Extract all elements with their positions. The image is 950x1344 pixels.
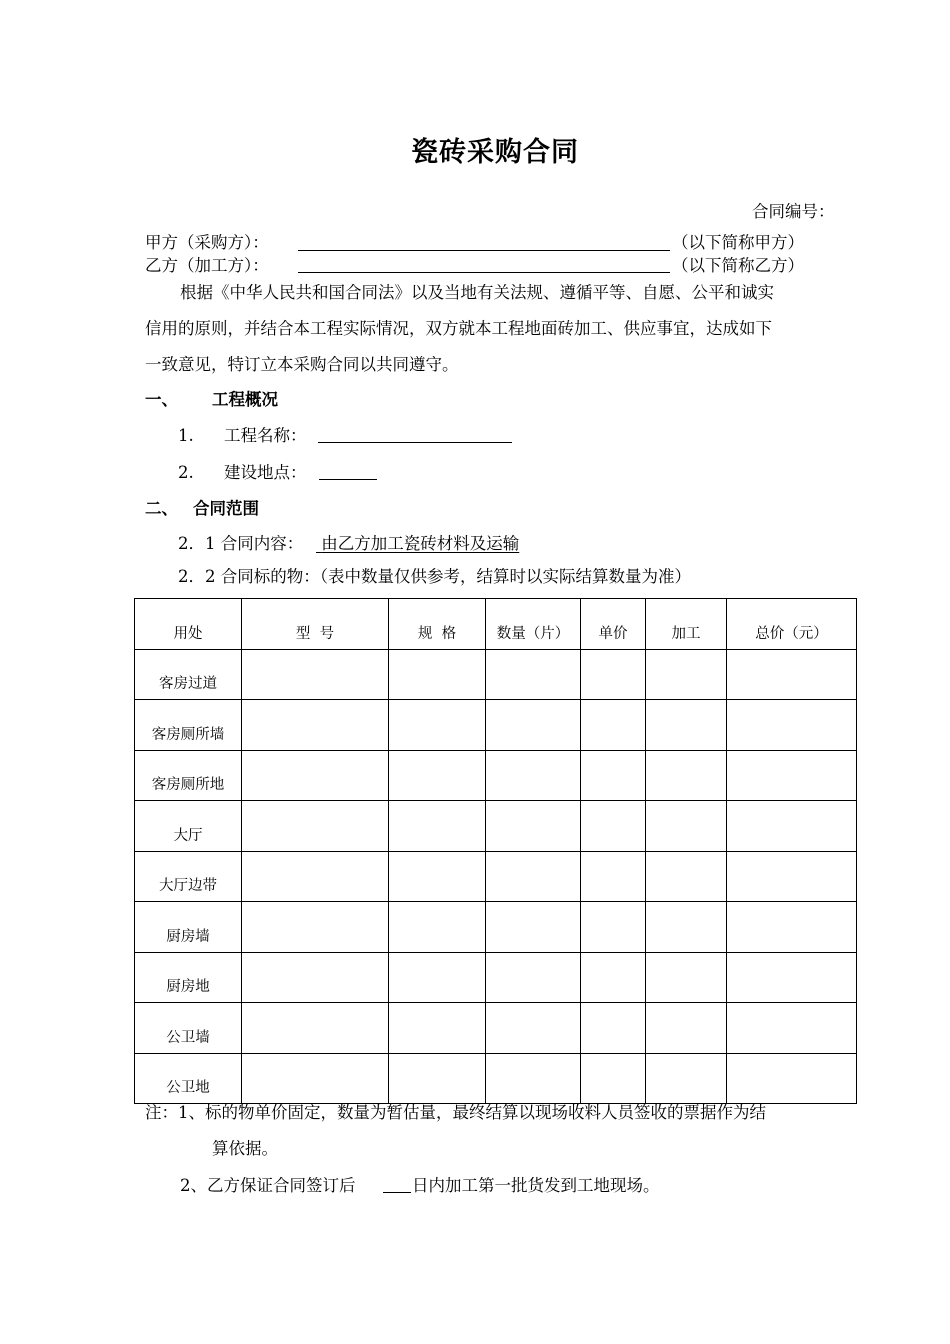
table-cell-blank[interactable] [486, 851, 581, 902]
row-usage-cell [135, 902, 242, 953]
table-cell-blank[interactable] [727, 700, 857, 751]
table-cell-blank[interactable] [486, 649, 581, 700]
row-usage-label: 客房厕所墙 [151, 726, 225, 743]
table-cell-blank[interactable] [389, 1053, 486, 1104]
table-cell-blank[interactable] [242, 902, 389, 953]
table-cell-blank[interactable] [486, 750, 581, 801]
table-cell-blank[interactable] [581, 700, 646, 751]
table-cell-blank[interactable] [581, 801, 646, 852]
contract-content-label: 2．1 合同内容： [178, 534, 304, 553]
table-cell-blank[interactable] [581, 1053, 646, 1104]
table-cell-blank[interactable] [727, 649, 857, 700]
table-cell-blank[interactable] [242, 851, 389, 902]
table-cell-blank[interactable] [486, 952, 581, 1003]
table-row [135, 1053, 857, 1104]
table-cell-blank[interactable] [581, 851, 646, 902]
header-spec: 规 格 [389, 599, 486, 650]
table-cell-blank[interactable] [486, 700, 581, 751]
table-cell-blank[interactable] [242, 1003, 389, 1054]
party-b-suffix: （以下简称乙方） [672, 256, 804, 275]
table-cell-blank[interactable] [389, 952, 486, 1003]
row-usage-cell [135, 1053, 242, 1104]
table-cell-blank[interactable] [389, 1003, 486, 1054]
table-cell-blank[interactable] [389, 851, 486, 902]
project-name-label: 工程名称： [224, 426, 307, 445]
table-cell-blank[interactable] [242, 649, 389, 700]
table-row [135, 801, 857, 852]
row-usage-label: 大厅边带 [159, 878, 217, 894]
table-cell-blank[interactable] [727, 1053, 857, 1104]
row-usage-cell [135, 750, 242, 801]
intro-line-1: 根据《中华人民共和国合同法》以及当地有关法规、遵循平等、自愿、公平和诚实 [180, 283, 774, 302]
intro-line-2: 信用的原则，并结合本工程实际情况，双方就本工程地面砖加工、供应事宜，达成如下 [145, 319, 772, 338]
table-cell-blank[interactable] [646, 1003, 727, 1054]
row-usage-cell [135, 952, 242, 1003]
table-cell-blank[interactable] [646, 851, 727, 902]
section-1-number: 一、 [145, 390, 178, 409]
table-row [135, 851, 857, 902]
section-1-item-2-number: 2. [178, 463, 194, 482]
table-cell-blank[interactable] [389, 902, 486, 953]
section-1-item-1-number: 1. [178, 426, 194, 445]
note-1-line-2: 算依据。 [212, 1139, 278, 1158]
materials-table-body [135, 599, 857, 1104]
table-header-row [135, 599, 857, 650]
table-cell-blank[interactable] [581, 750, 646, 801]
delivery-days-blank[interactable] [383, 1192, 411, 1193]
intro-line-3: 一致意见，特订立本采购合同以共同遵守。 [145, 355, 459, 374]
party-b-label: 乙方（加工方）： [145, 256, 269, 275]
table-cell-blank[interactable] [389, 750, 486, 801]
table-cell-blank[interactable] [581, 649, 646, 700]
party-a-suffix: （以下简称甲方） [672, 233, 804, 252]
table-row [135, 902, 857, 953]
table-cell-blank[interactable] [389, 700, 486, 751]
materials-table [134, 598, 857, 1104]
table-cell-blank[interactable] [242, 700, 389, 751]
table-cell-blank[interactable] [242, 952, 389, 1003]
table-cell-blank[interactable] [581, 902, 646, 953]
table-cell-blank[interactable] [646, 902, 727, 953]
row-usage-label: 厨房地 [166, 979, 210, 995]
table-cell-blank[interactable] [389, 801, 486, 852]
table-cell-blank[interactable] [646, 649, 727, 700]
table-cell-blank[interactable] [646, 700, 727, 751]
party-a-blank[interactable] [298, 250, 670, 251]
table-cell-blank[interactable] [242, 750, 389, 801]
table-cell-blank[interactable] [486, 902, 581, 953]
table-cell-blank[interactable] [486, 801, 581, 852]
table-cell-blank[interactable] [242, 801, 389, 852]
table-row [135, 1003, 857, 1054]
table-cell-blank[interactable] [242, 1053, 389, 1104]
row-usage-label: 公卫墙 [166, 1029, 210, 1046]
header-usage: 用处 [135, 599, 242, 650]
page-title: 瓷砖采购合同 [411, 137, 579, 168]
row-usage-label: 客房厕所地 [151, 777, 225, 793]
table-row [135, 700, 857, 751]
header-quantity: 数量（片） [486, 599, 581, 650]
note-1-line-1: 注：1、标的物单价固定，数量为暂估量，最终结算以现场收料人员签收的票据作为结 [145, 1103, 766, 1122]
row-usage-label: 公卫地 [166, 1080, 210, 1096]
table-cell-blank[interactable] [727, 1003, 857, 1054]
section-2-heading: 合同范围 [193, 499, 259, 518]
row-usage-cell [135, 1003, 242, 1054]
table-cell-blank[interactable] [727, 750, 857, 801]
contract-content-value: 由乙方加工瓷砖材料及运输 [321, 534, 520, 553]
table-cell-blank[interactable] [646, 1053, 727, 1104]
row-usage-cell [135, 851, 242, 902]
table-cell-blank[interactable] [581, 1003, 646, 1054]
header-unit-price: 单价 [581, 599, 646, 650]
header-total-price: 总价（元） [727, 599, 857, 650]
section-2-number: 二、 [145, 499, 178, 518]
table-cell-blank[interactable] [727, 801, 857, 852]
table-cell-blank[interactable] [486, 1003, 581, 1054]
contract-subject-label: 2．2 合同标的物：（表中数量仅供参考，结算时以实际结算数量为准） [178, 567, 691, 586]
row-usage-label: 客房过道 [159, 676, 217, 692]
party-a-label: 甲方（采购方）： [145, 233, 269, 252]
construction-site-blank[interactable] [319, 479, 377, 480]
header-model: 型 号 [242, 599, 389, 650]
section-1-heading: 工程概况 [212, 390, 278, 409]
row-usage-cell [135, 801, 242, 852]
construction-site-label: 建设地点： [224, 463, 307, 482]
header-processing: 加工 [646, 599, 727, 650]
table-cell-blank[interactable] [727, 902, 857, 953]
table-row [135, 649, 857, 700]
table-cell-blank[interactable] [389, 649, 486, 700]
table-cell-blank[interactable] [646, 801, 727, 852]
row-usage-cell [135, 700, 242, 751]
table-cell-blank[interactable] [727, 952, 857, 1003]
table-cell-blank[interactable] [646, 952, 727, 1003]
row-usage-label: 大厅 [173, 827, 203, 844]
project-name-blank[interactable] [318, 442, 512, 443]
table-cell-blank[interactable] [727, 851, 857, 902]
note-2-suffix: 日内加工第一批货发到工地现场。 [412, 1176, 660, 1195]
row-usage-label: 厨房墙 [166, 928, 210, 945]
table-row [135, 750, 857, 801]
party-b-blank[interactable] [298, 272, 670, 273]
table-cell-blank[interactable] [581, 952, 646, 1003]
table-cell-blank[interactable] [486, 1053, 581, 1104]
note-2-prefix: 2、乙方保证合同签订后 [180, 1176, 356, 1195]
table-cell-blank[interactable] [646, 750, 727, 801]
contract-number-label: 合同编号： [752, 202, 835, 221]
table-row [135, 952, 857, 1003]
row-usage-cell [135, 649, 242, 700]
